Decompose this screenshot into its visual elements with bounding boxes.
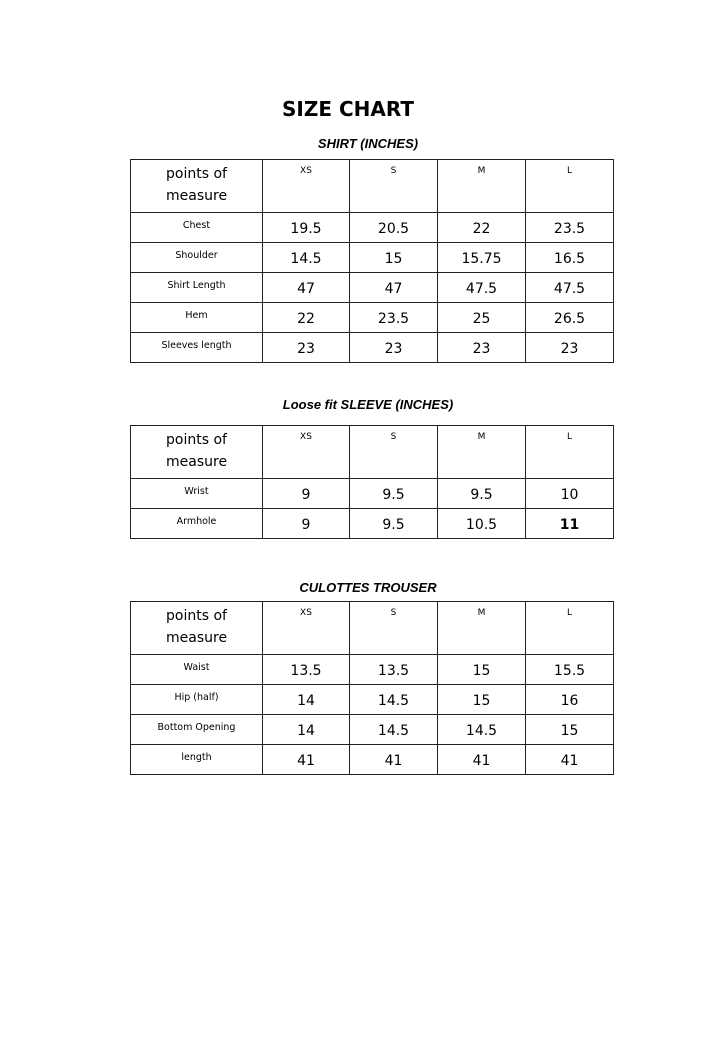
table-cell: 15.5 <box>553 663 586 679</box>
table-cell: 14 <box>297 693 315 709</box>
table-cell: 41 <box>384 753 403 769</box>
table-cell: 23 <box>472 341 491 357</box>
row-label: Shirt Length <box>167 280 226 291</box>
header-label-line1: points of <box>166 432 227 448</box>
table-cell: 13.5 <box>290 663 322 679</box>
table-cell: 41 <box>297 753 315 769</box>
table-header-row <box>131 160 614 213</box>
table-cell: 13.5 <box>377 663 410 679</box>
size-header-s: S <box>350 602 438 655</box>
row-label: Hip (half) <box>174 692 219 703</box>
table-cell: 25 <box>472 311 491 327</box>
section-title-trouser: CULOTTES TROUSER <box>299 580 437 595</box>
row-label: Armhole <box>176 516 217 527</box>
table-row <box>131 745 614 775</box>
size-header-l: L <box>526 426 614 479</box>
table-cell: 10 <box>560 487 579 503</box>
table-row <box>131 303 614 333</box>
table-row <box>131 479 614 509</box>
table-row <box>131 243 614 273</box>
row-label: Hem <box>185 310 208 321</box>
table-row <box>131 273 614 303</box>
table-cell: 41 <box>472 753 491 769</box>
table-row <box>131 509 614 539</box>
table-cell: 41 <box>560 753 579 769</box>
table-cell: 23 <box>297 341 315 357</box>
table-cell: 9.5 <box>382 487 405 503</box>
size-header-xs: XS <box>263 160 350 213</box>
table-header-row <box>131 602 614 655</box>
table-cell: 20.5 <box>377 221 410 237</box>
table-cell: 9.5 <box>382 517 405 533</box>
table-cell: 47.5 <box>465 281 498 297</box>
table-row <box>131 715 614 745</box>
table-cell: 9.5 <box>470 487 493 503</box>
table-cell: 23 <box>384 341 403 357</box>
table-cell: 47 <box>297 281 315 297</box>
size-header-s: S <box>350 160 438 213</box>
points-of-measure-header <box>131 160 263 213</box>
table-cell: 15 <box>472 663 491 679</box>
table-cell: 14.5 <box>377 693 410 709</box>
table-row <box>131 213 614 243</box>
table-cell: 26.5 <box>553 311 586 327</box>
table-cell: 9 <box>301 487 311 503</box>
table-cell: 15 <box>472 693 491 709</box>
table-cell: 15 <box>560 723 579 739</box>
size-header-xs: XS <box>263 426 350 479</box>
table-cell: 19.5 <box>290 221 322 237</box>
row-label: Bottom Opening <box>157 722 236 733</box>
table-cell: 22 <box>472 221 491 237</box>
table-cell: 16.5 <box>553 251 586 267</box>
size-header-s: S <box>350 426 438 479</box>
table-row <box>131 685 614 715</box>
header-label-line2: measure <box>166 188 228 204</box>
table-cell: 16 <box>560 693 579 709</box>
size-header-m: M <box>438 602 526 655</box>
header-label-line1: points of <box>166 166 227 182</box>
table-cell: 14.5 <box>290 251 322 267</box>
table-row <box>131 333 614 363</box>
table-cell: 15.75 <box>461 251 502 267</box>
header-label-line1: points of <box>166 608 227 624</box>
size-header-m: M <box>438 426 526 479</box>
sleeve-size-table <box>130 425 614 539</box>
table-cell: 15 <box>384 251 403 267</box>
size-header-l: L <box>526 602 614 655</box>
table-cell: 14 <box>297 723 315 739</box>
row-label: Sleeves length <box>161 340 232 351</box>
table-cell: 23.5 <box>553 221 586 237</box>
section-title-sleeve: Loose fit SLEEVE (INCHES) <box>282 397 454 412</box>
points-of-measure-header <box>131 602 263 655</box>
size-header-xs: XS <box>263 602 350 655</box>
header-label-line2: measure <box>166 454 228 470</box>
table-cell: 23.5 <box>377 311 410 327</box>
table-cell: 14.5 <box>377 723 410 739</box>
shirt-size-table <box>130 159 614 363</box>
table-cell: 22 <box>297 311 315 327</box>
table-cell: 10.5 <box>465 517 498 533</box>
trouser-size-table <box>130 601 614 775</box>
table-cell: 47.5 <box>553 281 586 297</box>
row-label: Wrist <box>184 486 209 497</box>
table-cell: 23 <box>560 341 579 357</box>
table-cell: 14.5 <box>465 723 498 739</box>
table-cell: 47 <box>384 281 403 297</box>
points-of-measure-header <box>131 426 263 479</box>
row-label: Waist <box>183 662 210 673</box>
size-header-m: M <box>438 160 526 213</box>
section-title-shirt: SHIRT (INCHES) <box>317 136 419 151</box>
table-cell: 9 <box>301 517 311 533</box>
table-cell: 11 <box>559 517 580 533</box>
row-label: Chest <box>182 220 211 231</box>
table-row <box>131 655 614 685</box>
table-header-row <box>131 426 614 479</box>
row-label: length <box>181 752 212 763</box>
size-header-l: L <box>526 160 614 213</box>
page-title: SIZE CHART <box>281 97 414 121</box>
row-label: Shoulder <box>175 250 218 261</box>
header-label-line2: measure <box>166 630 228 646</box>
